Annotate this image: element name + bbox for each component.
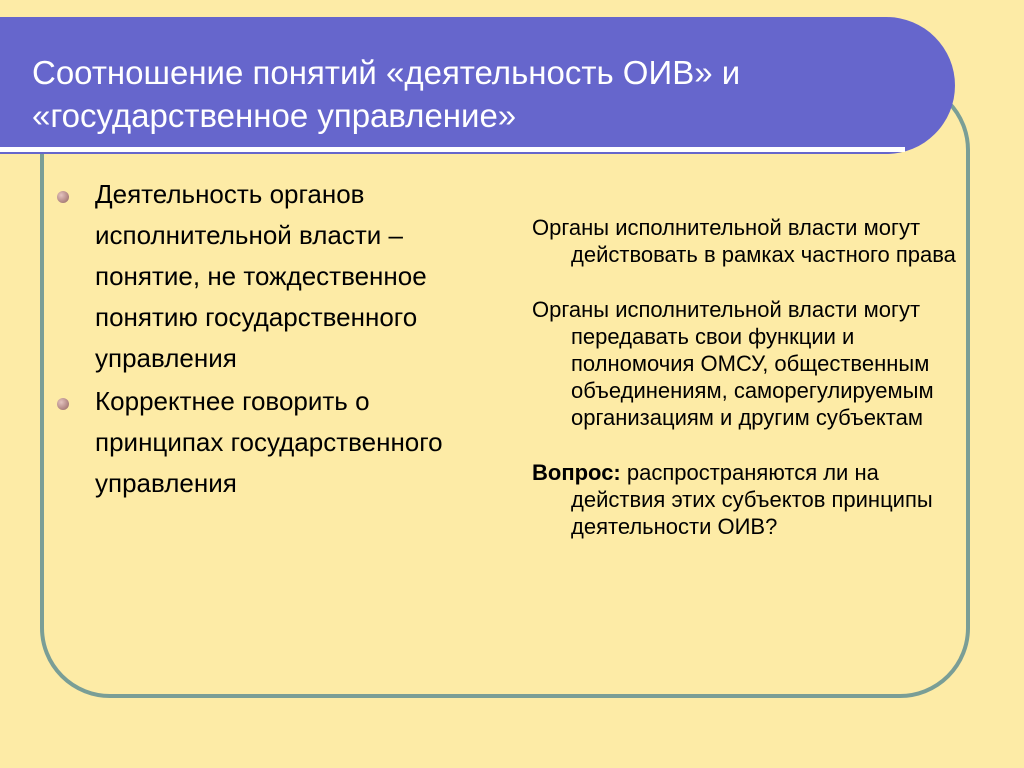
question-label: Вопрос:: [532, 460, 621, 485]
title-underline: [0, 147, 905, 152]
bullet-dot-icon: [57, 191, 69, 203]
right-column: [532, 214, 972, 540]
bullet-text: Деятельность органов исполнительной власти – понятие, не тождественное понятию государственного управления: [95, 179, 427, 373]
right-paragraph: Органы исполнительной власти могут действовать в рамках частного права: [532, 215, 956, 267]
bullet-text: Корректнее говорить о принципах государственного управления: [95, 386, 443, 498]
bullet-item: [50, 381, 465, 504]
title-bar: [0, 17, 955, 154]
question-paragraph: [532, 459, 972, 540]
right-paragraph: Органы исполнительной власти могут передавать свои функции и полномочия ОМСУ, общественным объединениям, саморегулируемым организациям и другим субъектам: [532, 297, 934, 430]
bullet-item: [50, 174, 465, 379]
bullet-dot-icon: [57, 398, 69, 410]
question-text: распространяются ли на действия этих субъектов принципы деятельности ОИВ?: [571, 460, 933, 539]
slide-title: Соотношение понятий «деятельность ОИВ» и «государственное управление»: [32, 54, 741, 134]
left-bullet-list: [50, 174, 465, 506]
